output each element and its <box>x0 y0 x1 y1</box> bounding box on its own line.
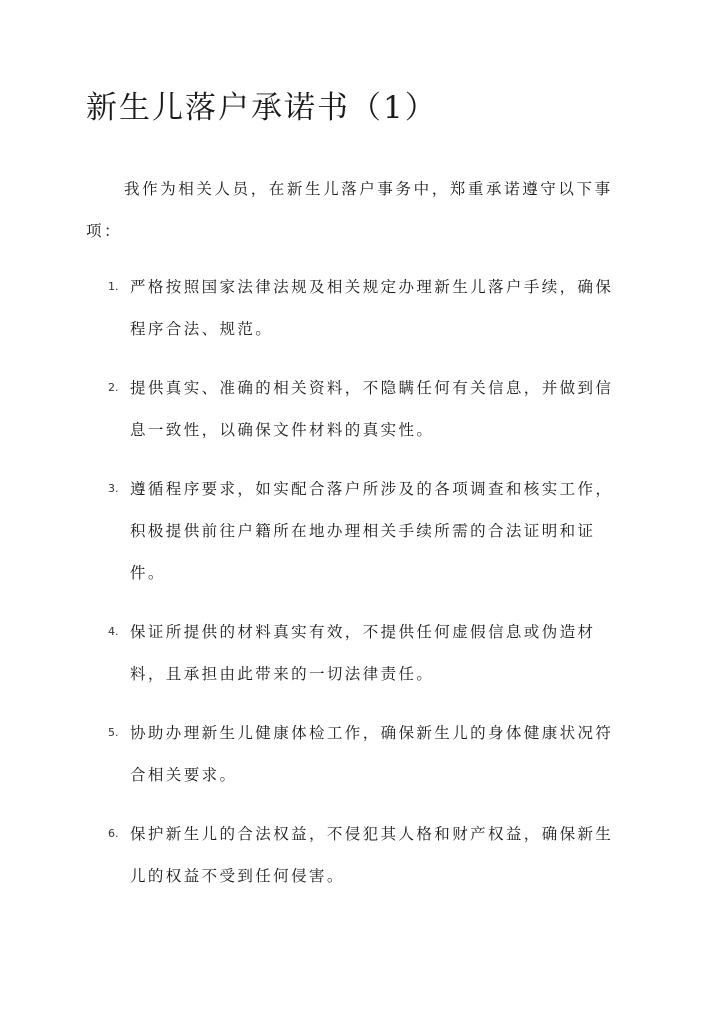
list-item <box>0 468 720 594</box>
list-item <box>0 712 720 796</box>
list-item <box>0 367 720 451</box>
item-number: 5. <box>108 726 119 739</box>
item-text: 协助办理新生儿健康体检工作，确保新生儿的身体健康状况符合相关要求。 <box>130 724 614 784</box>
item-text: 保证所提供的材料真实有效，不提供任何虚假信息或伪造材料，且承担由此带来的一切法律责任。 <box>130 623 596 683</box>
list-item <box>0 266 720 350</box>
item-number: 1. <box>108 280 119 293</box>
intro-paragraph: 我作为相关人员，在新生儿落户事务中，郑重承诺遵守以下事项： <box>86 180 613 240</box>
commitment-list <box>0 266 720 914</box>
list-item <box>0 813 720 897</box>
item-number: 2. <box>108 381 119 394</box>
document-title: 新生儿落户承诺书（1） <box>86 90 438 126</box>
item-text: 提供真实、准确的相关资料，不隐瞒任何有关信息，并做到信息一致性，以确保文件材料的真实性。 <box>130 379 614 439</box>
item-number: 3. <box>108 482 119 495</box>
item-text: 遵循程序要求，如实配合落户所涉及的各项调查和核实工作，积极提供前往户籍所在地办理相关手续所需的合法证明和证件。 <box>130 480 614 582</box>
list-item <box>0 611 720 695</box>
item-text: 保护新生儿的合法权益，不侵犯其人格和财产权益，确保新生儿的权益不受到任何侵害。 <box>130 825 614 885</box>
item-text: 严格按照国家法律法规及相关规定办理新生儿落户手续，确保程序合法、规范。 <box>130 278 614 338</box>
item-number: 4. <box>108 625 119 638</box>
item-number: 6. <box>108 827 119 840</box>
